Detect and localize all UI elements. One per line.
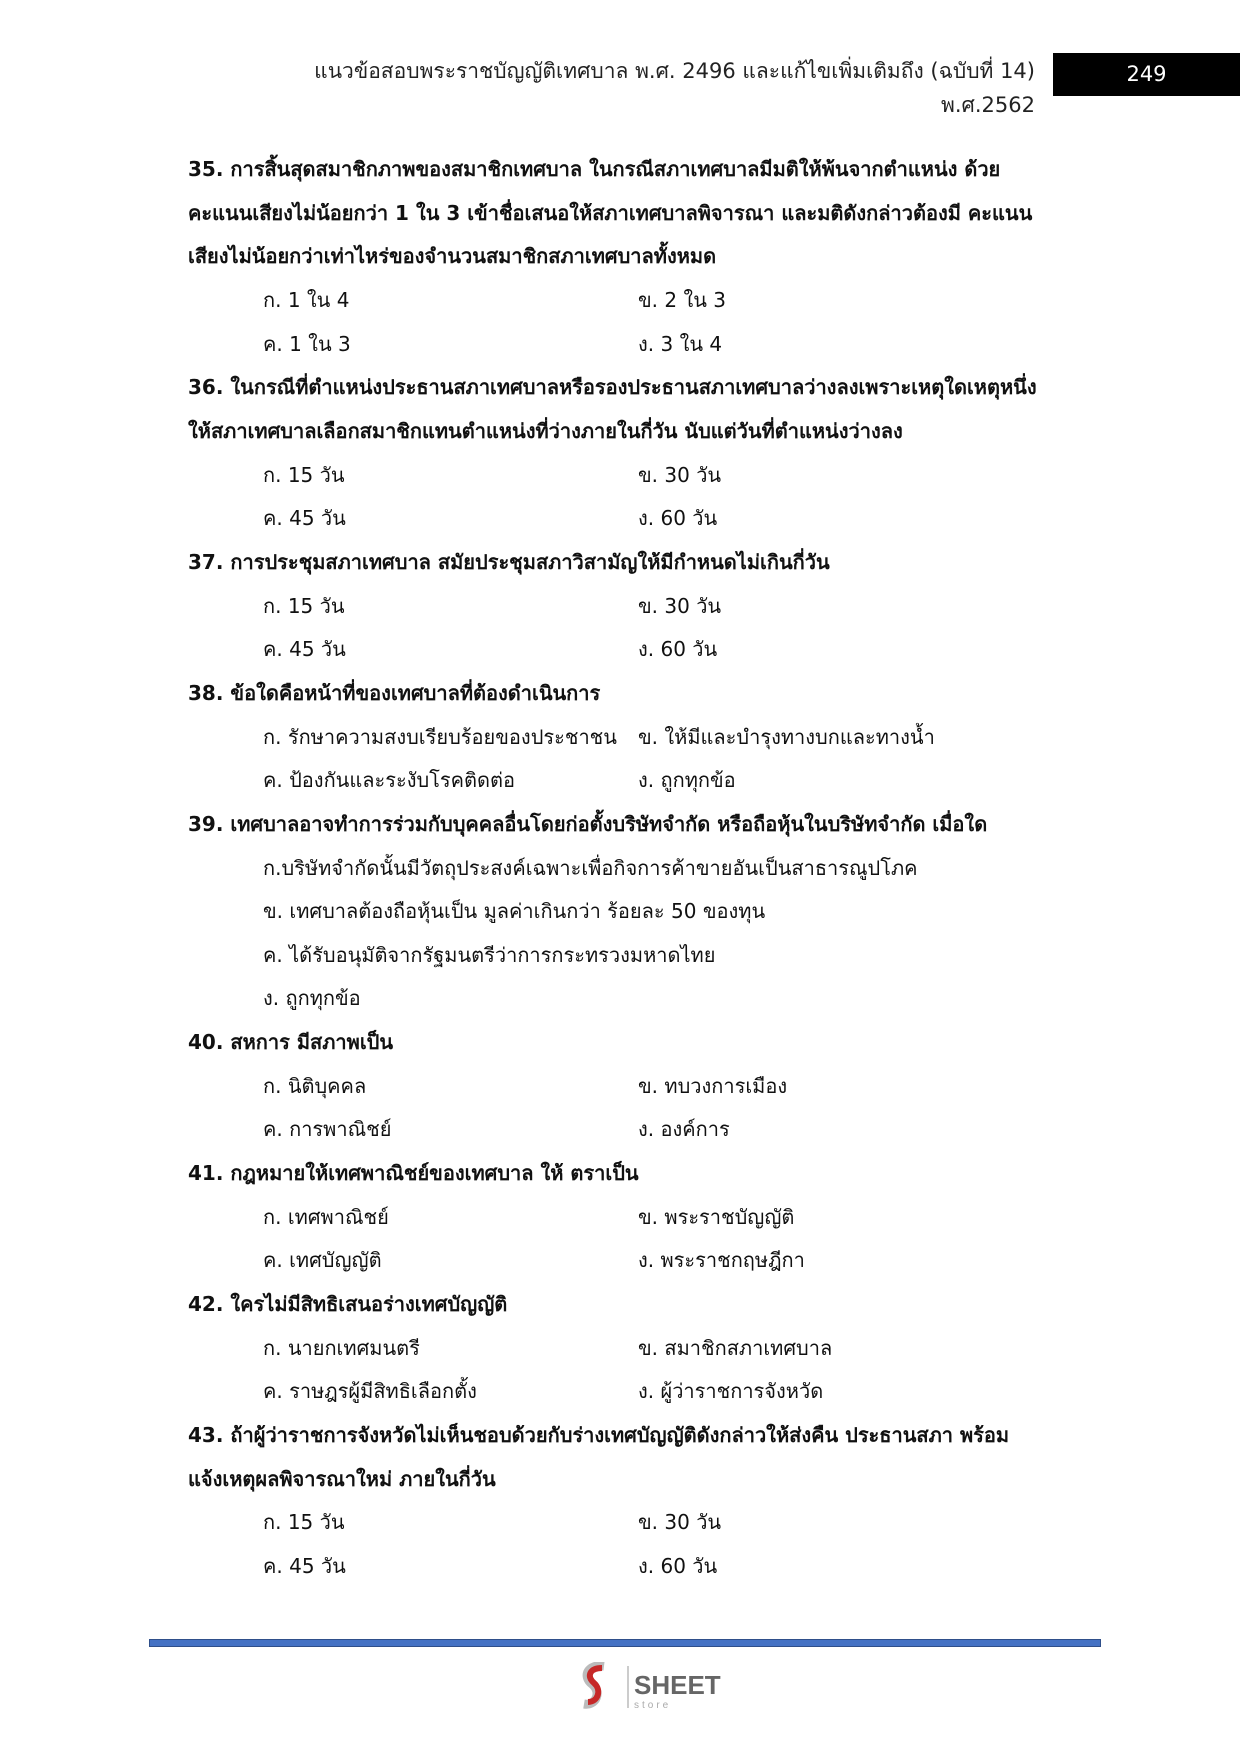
option-row	[188, 1196, 1098, 1240]
answer-option: ค. ราษฎรผู้มีสิทธิเลือกตั้ง	[263, 1379, 477, 1404]
question-text: 39. เทศบาลอาจทำการร่วมกับบุคคลอื่นโดยก่อตั้งบริษัทจำกัด หรือถือหุ้นในบริษัทจำกัด เมื่อใด	[188, 811, 988, 836]
answer-option: ง. พระราชกฤษฎีกา	[638, 1248, 805, 1273]
answer-option: ข. 2 ใน 3	[638, 287, 726, 312]
option-row	[188, 716, 1098, 760]
option-row	[188, 323, 1098, 367]
footer-rule	[149, 1639, 1101, 1647]
answer-option: ข. ให้มีและบำรุงทางบกและทางน้ำ	[638, 724, 935, 749]
question-text: 40. สหการ มีสภาพเป็น	[188, 1030, 394, 1055]
answer-option: ง. 60 วัน	[638, 506, 718, 531]
answer-option: ข. เทศบาลต้องถือหุ้นเป็น มูลค่าเกินกว่า ร้อยละ 50 ของทุน	[263, 899, 766, 924]
option-row	[188, 454, 1098, 498]
answer-option: ข. ทบวงการเมือง	[638, 1073, 788, 1098]
answer-option: ก. 15 วัน	[263, 1510, 345, 1535]
answer-option: ก. นายกเทศมนตรี	[263, 1335, 420, 1360]
option-row	[188, 497, 1098, 541]
answer-option: ง. ถูกทุกข้อ	[263, 986, 361, 1011]
answer-option: ค. 45 วัน	[263, 637, 346, 662]
answer-option: ง. 3 ใน 4	[638, 331, 723, 356]
question-text: 37. การประชุมสภาเทศบาล สมัยประชุมสภาวิสามัญให้มีกำหนดไม่เกินกี่วัน	[188, 549, 830, 574]
answer-option: ค. การพาณิชย์	[263, 1117, 392, 1142]
question-text: คะแนนเสียงไม่น้อยกว่า 1 ใน 3 เข้าชื่อเสนอให้สภาเทศบาลพิจารณา และมติดังกล่าวต้องมี คะแนน	[188, 200, 1033, 225]
answer-option: ก. 15 วัน	[263, 593, 345, 618]
answer-option: ข. 30 วัน	[638, 593, 722, 618]
question-text: เสียงไม่น้อยกว่าเท่าไหร่ของจำนวนสมาชิกสภาเทศบาลทั้งหมด	[188, 244, 717, 269]
svg-text:store: store	[634, 1700, 672, 1711]
question-text: 42. ใครไม่มีสิทธิเสนอร่างเทศบัญญัติ	[188, 1292, 508, 1317]
answer-option: ง. องค์การ	[638, 1117, 730, 1142]
question-text: แจ้งเหตุผลพิจารณาใหม่ ภายในกี่วัน	[188, 1466, 496, 1491]
svg-text:SHEET: SHEET	[634, 1670, 721, 1700]
answer-option: ง. ผู้ว่าราชการจังหวัด	[638, 1379, 824, 1404]
sheet-store-logo	[574, 1662, 744, 1712]
option-row	[188, 1327, 1098, 1371]
answer-option: ข. 30 วัน	[638, 1510, 722, 1535]
question-list	[188, 148, 1098, 1589]
option-row	[188, 279, 1098, 323]
answer-option: ค. เทศบัญญัติ	[263, 1248, 382, 1273]
answer-option: ก. เทศพาณิชย์	[263, 1204, 389, 1229]
answer-option: ค. ได้รับอนุมัติจากรัฐมนตรีว่าการกระทรวงมหาดไทย	[263, 942, 716, 967]
page-number: 249	[1053, 53, 1240, 96]
answer-option: ข. สมาชิกสภาเทศบาล	[638, 1335, 833, 1360]
option-row	[188, 1065, 1098, 1109]
answer-option: ก.บริษัทจำกัดนั้นมีวัตถุประสงค์เฉพาะเพื่อกิจการค้าขายอันเป็นสาธารณูปโภค	[263, 855, 918, 880]
question-text: 43. ถ้าผู้ว่าราชการจังหวัดไม่เห็นชอบด้วยกับร่างเทศบัญญัติดังกล่าวให้ส่งคืน ประธานสภา พร้อม	[188, 1423, 1010, 1448]
option-row	[188, 1545, 1098, 1589]
option-row	[188, 759, 1098, 803]
option-row	[188, 1501, 1098, 1545]
question-text: 38. ข้อใดคือหน้าที่ของเทศบาลที่ต้องดำเนินการ	[188, 680, 601, 705]
question-text: 41. กฎหมายให้เทศพาณิชย์ของเทศบาล ให้ ตราเป็น	[188, 1161, 639, 1186]
answer-option: ก. 15 วัน	[263, 462, 345, 487]
answer-option: ข. พระราชบัญญัติ	[638, 1204, 795, 1229]
header-title: แนวข้อสอบพระราชบัญญัติเทศบาล พ.ศ. 2496 และแก้ไขเพิ่มเติมถึง (ฉบับที่ 14) พ.ศ.2562	[314, 59, 1035, 117]
question-text: ให้สภาเทศบาลเลือกสมาชิกแทนตำแหน่งที่ว่างภายในกี่วัน นับแต่วันที่ตำแหน่งว่างลง	[188, 418, 903, 443]
answer-option: ง. 60 วัน	[638, 637, 718, 662]
answer-option: ก. รักษาความสงบเรียบร้อยของประชาชน	[263, 724, 617, 749]
option-row	[188, 1370, 1098, 1414]
answer-option: ค. 45 วัน	[263, 506, 346, 531]
option-row	[188, 1108, 1098, 1152]
answer-option: ง. ถูกทุกข้อ	[638, 768, 736, 793]
question-text: 35. การสิ้นสุดสมาชิกภาพของสมาชิกเทศบาล ในกรณีสภาเทศบาลมีมติให้พ้นจากตำแหน่ง ด้วย	[188, 157, 1001, 181]
option-row	[188, 585, 1098, 629]
question-text: 36. ในกรณีที่ตำแหน่งประธานสภาเทศบาลหรือรองประธานสภาเทศบาลว่างลงเพราะเหตุใดเหตุหนึ่ง	[188, 375, 1037, 400]
option-row	[188, 628, 1098, 672]
answer-option: ก. 1 ใน 4	[263, 287, 350, 312]
option-row	[188, 1239, 1098, 1283]
answer-option: ก. นิติบุคคล	[263, 1073, 367, 1098]
answer-option: ง. 60 วัน	[638, 1554, 718, 1578]
answer-option: ค. 45 วัน	[263, 1554, 346, 1578]
answer-option: ค. ป้องกันและระงับโรคติดต่อ	[263, 768, 516, 793]
answer-option: ค. 1 ใน 3	[263, 331, 351, 356]
answer-option: ข. 30 วัน	[638, 462, 722, 487]
